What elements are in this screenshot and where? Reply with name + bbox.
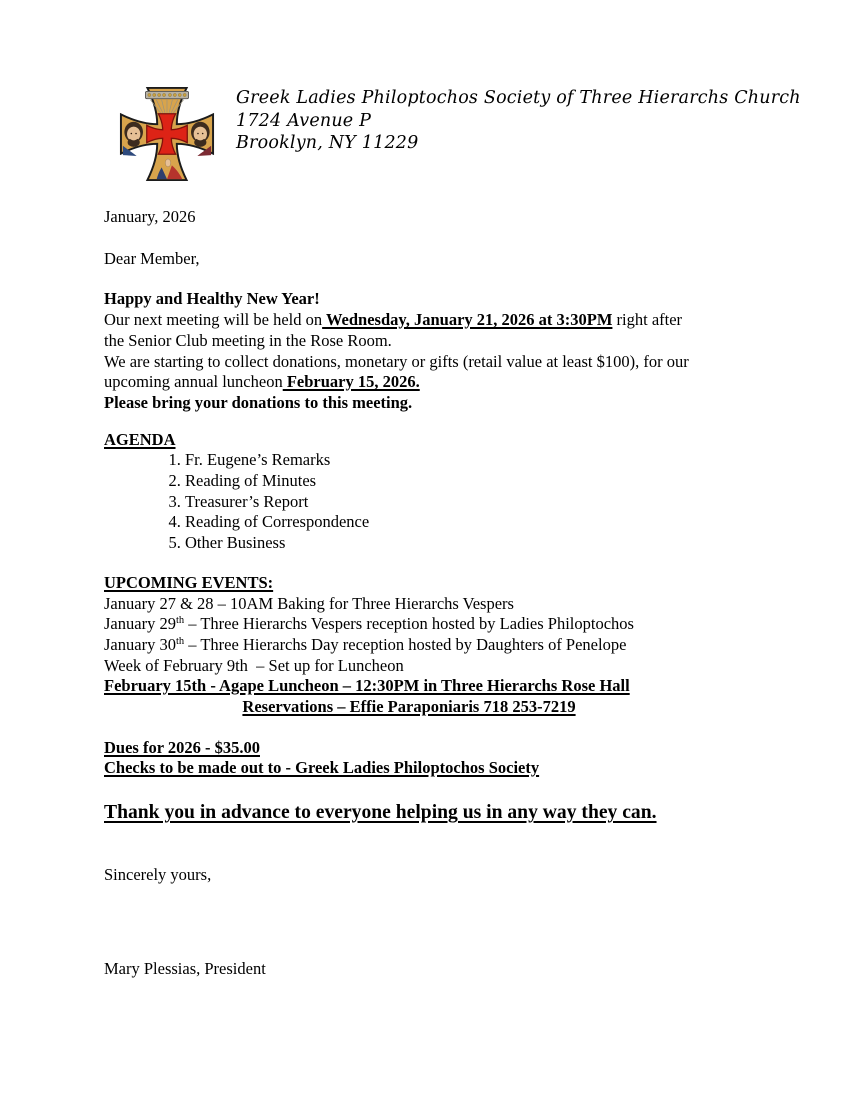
event-line-luncheon: February 15th - Agape Luncheon – 12:30PM in Three Hierarchs Rose Hall (104, 676, 630, 696)
event-line-day-reception: January 30th – Three Hierarchs Day reception hosted by Daughters of Penelope (104, 634, 627, 654)
events-title-row (104, 573, 764, 594)
letterhead-text (236, 84, 801, 155)
events-title: UPCOMING EVENTS: (104, 572, 274, 592)
event-line-setup: Week of February 9th – Set up for Luncheon (104, 655, 404, 675)
org-address-city: Brooklyn, NY 11229 (236, 133, 419, 154)
checks-line: Checks to be made out to - Greek Ladies Philoptochos Society (104, 758, 540, 778)
donations-line-2-pre: upcoming annual luncheon (104, 372, 283, 392)
meeting-line-2: the Senior Club meeting in the Rose Room. (104, 330, 392, 350)
intro-paragraph (104, 289, 764, 413)
meeting-line-1 (104, 310, 764, 331)
signature-line: Mary Plessias, President (104, 958, 266, 978)
agenda-item: 5. Other Business (185, 533, 764, 554)
ordinal-suffix: th (175, 635, 185, 647)
checks-row (104, 758, 764, 779)
agenda-item: 4. Reading of Correspondence (185, 512, 764, 533)
agenda-title-row (104, 430, 764, 451)
date-line: January, 2026 (104, 207, 196, 226)
agenda-item: 2. Reading of Minutes (185, 471, 764, 492)
center-red-cross (147, 114, 188, 155)
luncheon-date-emphasis: February 15, 2026. (282, 372, 420, 392)
top-band (145, 91, 188, 98)
agenda-section (104, 430, 764, 554)
greeting-line: Happy and Healthy New Year! (104, 289, 320, 309)
donations-reminder: Please bring your donations to this meeting. (104, 392, 413, 412)
agenda-item: 1. Fr. Eugene’s Remarks (185, 450, 764, 471)
meeting-line-1-pre: Our next meeting will be held on (104, 310, 323, 330)
letterhead (118, 84, 801, 184)
dues-row (104, 738, 764, 759)
letter-body (104, 205, 764, 980)
agenda-item: 3. Treasurer’s Report (185, 492, 764, 513)
agenda-title: AGENDA (104, 429, 176, 449)
meeting-line-1-post: right after (612, 310, 683, 330)
event-line-reservations: Reservations – Effie Paraponiaris 718 253-7219 (242, 697, 576, 717)
thanks-line: Thank you in advance to everyone helping us in any way they can. (104, 802, 657, 824)
donations-line-2 (104, 372, 764, 393)
event-line-baking: January 27 & 28 – 10AM Baking for Three Hierarchs Vespers (104, 593, 514, 613)
org-name: Greek Ladies Philoptochos Society of Three Hierarchs Church (236, 88, 801, 108)
org-address-street: 1724 Avenue P (236, 110, 372, 131)
agenda-list (104, 450, 764, 554)
events-section (104, 573, 764, 718)
ordinal-suffix: th (175, 615, 185, 627)
donations-line-1: We are starting to collect donations, monetary or gifts (retail value at least $100), for our (104, 351, 689, 371)
salutation: Dear Member, (104, 248, 200, 268)
dues-line: Dues for 2026 - $35.00 (104, 737, 260, 757)
meeting-date-emphasis: Wednesday, January 21, 2026 at 3:30PM (322, 310, 613, 330)
event-line-vespers-reception: January 29th – Three Hierarchs Vespers reception hosted by Ladies Philoptochos (104, 614, 634, 634)
dues-section (104, 738, 764, 779)
closing-line: Sincerely yours, (104, 865, 212, 885)
three-hierarchs-cross-logo (118, 84, 216, 184)
